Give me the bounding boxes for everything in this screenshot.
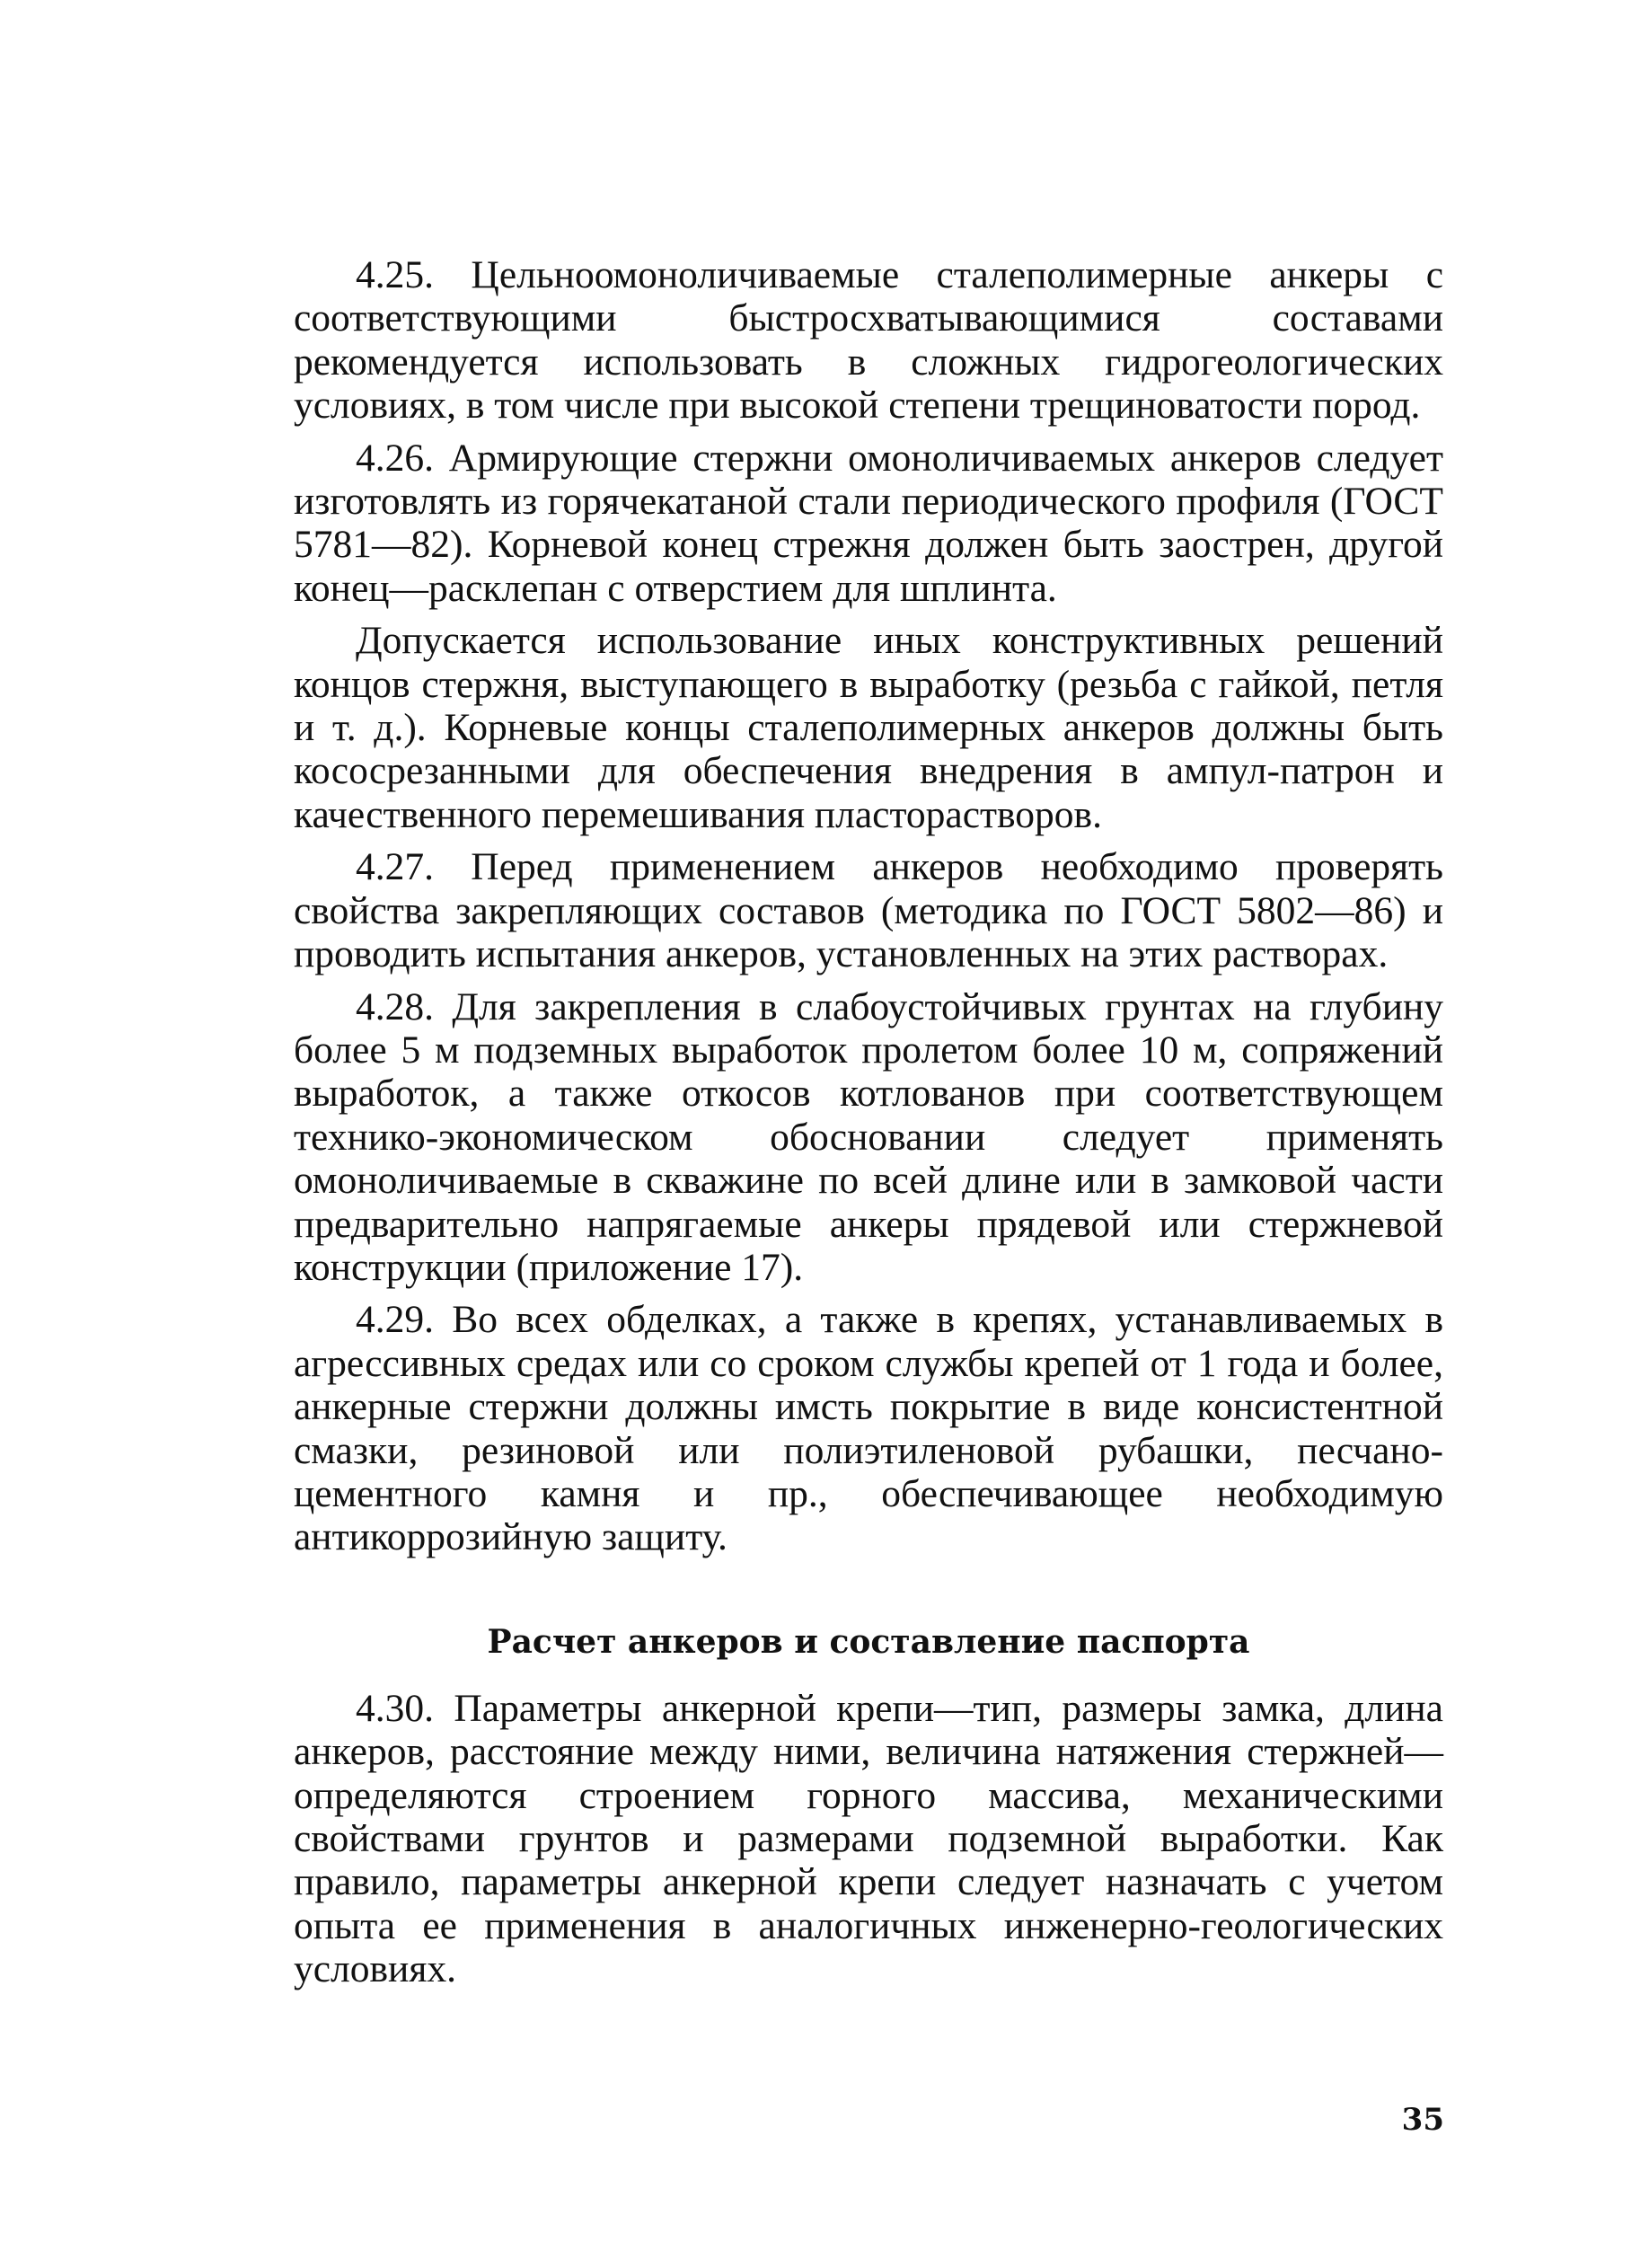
paragraph-4-28: 4.28. Для закрепления в слабоустойчивых грунтах на глубину более 5 м подземных выработок пролетом более 10 м, сопряжений выработок, а также откосов котлованов при соответствующем технико-экономическом обосновании следует применять омоноличиваемые в скважине по всей длине или в замковой части предварительно напрягаемые анкеры прядевой или стержневой конструкции (приложение 17). — [294, 984, 1443, 1289]
section-heading: Расчет анкеров и составление паспорта — [487, 1622, 1250, 1661]
paragraph-4-26-continued: Допускается использование иных конструктивных решений концов стержня, выступающего в выработку (резьба с гайкой, петля и т. д.). Корневые концы сталеполимерных анкеров должны быть кососрезанными для обеспечения внедрения в ампул-патрон и качественного перемешивания пласторастворов. — [294, 619, 1443, 836]
paragraph-4-25: 4.25. Цельноомоноличиваемые сталеполимерные анкеры с соответствующими быстросхватывающимися составами рекомендуется использовать в сложных гидрогеологических условиях, в том числе при высокой степени трещиноватости пород. — [294, 253, 1443, 428]
paragraph-4-27: 4.27. Перед применением анкеров необходимо проверять свойства закрепляющих составов (методика по ГОСТ 5802—86) и проводить испытания анкеров, установленных на этих растворах. — [294, 845, 1443, 976]
paragraph-4-30: 4.30. Параметры анкерной крепи—тип, размеры замка, длина анкеров, расстояние между ними, величина натяжения стержней—определяются строением горного массива, механическими свойствами грунтов и размерами подземной выработки. Как правило, параметры анкерной крепи следует назначать с учетом опыта ее применения в аналогичных инженерно-геологических условиях. — [294, 1686, 1443, 1991]
page-number: 35 — [1401, 2102, 1444, 2138]
paragraph-4-29: 4.29. Во всех обделках, а также в крепях, устанавливаемых в агрессивных средах или со сроком службы крепей от 1 года и более, анкерные стержни должны имсть покрытие в виде консистентной смазки, резиновой или полиэтиленовой рубашки, песчано-цементного камня и пр., обеспечивающее необходимую антикоррозийную защиту. — [294, 1298, 1443, 1559]
paragraph-4-26: 4.26. Армирующие стержни омоноличиваемых анкеров следует изготовлять из горячекатаной стали периодического профиля (ГОСТ 5781—82). Корневой конец стрежня должен быть заострен, другой конец—расклепан с отверстием для шплинта. — [294, 436, 1443, 610]
page-body — [294, 253, 1443, 1991]
